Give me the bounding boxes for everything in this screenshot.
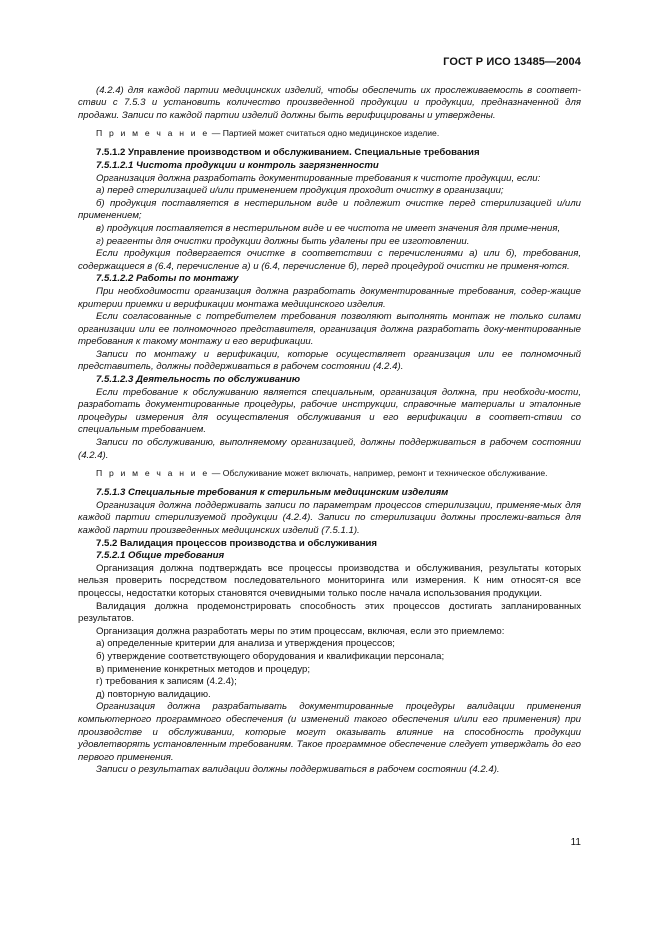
body-paragraph: При необходимости организация должна разработать документированные требования, содер-жащие критерии приемки и верификации монтажа медицинского изделия.: [78, 285, 581, 310]
body-paragraph: Организация должна разработать документированные требования к чистоте продукции, если:: [96, 172, 541, 184]
body-paragraph: б) продукция поставляется в нестерильном виде и подлежит очистке перед стерилизацией и/или применением;: [78, 197, 581, 222]
subsection-heading: 7.5.2.1 Общие требования: [96, 550, 225, 562]
section-heading: 7.5.2 Валидация процессов производства и обслуживания: [96, 537, 377, 549]
body-paragraph: в) применение конкретных методов и процедур;: [96, 663, 311, 675]
page-number: 11: [570, 837, 581, 848]
body-paragraph: г) требования к записям (4.2.4);: [96, 676, 237, 688]
body-paragraph: Если продукция подвергается очистке в соответствии с перечислениями а) или б), требования, содержащиеся в (6.4, перечисление а) и (6.4, перечисление б), перед процедурой очистки не применя-ются.: [78, 248, 581, 272]
subsection-heading: 7.5.1.2.1 Чистота продукции и контроль загрязненности: [96, 159, 379, 171]
subsection-heading: 7.5.1.2.3 Деятельность по обслуживанию: [96, 374, 301, 386]
note-text: — Обслуживание может включать, например, ремонт и техническое обслуживание.: [209, 468, 548, 479]
body-paragraph: а) перед стерилизацией и/или применением продукция проходит очистку в организации;: [96, 185, 504, 197]
note-label: П р и м е ч а н и е: [96, 128, 210, 139]
body-paragraph: Организация должна разработать меры по этим процессам, включая, если это приемлемо:: [96, 625, 505, 637]
body-paragraph: г) реагенты для очистки продукции должны быть удалены при ее изготовлении.: [96, 235, 470, 247]
body-paragraph: д) повторную валидацию.: [96, 688, 211, 700]
note-text: — Партией может считаться одно медицинское изделие.: [209, 128, 440, 139]
body-paragraph: Организация должна разрабатывать документированные процедуры валидации применения компьютерного программного обеспечения (и изменений такого обеспечения и/или его применения) при производстве и обслуживании, которые могут оказывать влияние на способность продукции удовлетворять установленным требованиям. Такое программное обеспечение следует утверждать до его первого применения.: [78, 701, 581, 763]
body-paragraph: Записи по монтажу и верификации, которые осуществляет организация или ее полномочный представитель, должны поддерживаться в рабочем состоянии (4.2.4).: [78, 348, 581, 373]
note-label: П р и м е ч а н и е: [96, 468, 210, 479]
body-paragraph: Организация должна поддерживать записи по параметрам процессов стерилизации, применяе-мых для каждой партии стерилизуемой продукции (4.2.4). Записи по стерилизации должны прослежи-ваться для каждой партии произведенных медицинских изделий (7.5.1.1).: [78, 499, 581, 536]
document-code-header: ГОСТ Р ИСО 13485—2004: [443, 56, 581, 68]
section-heading: 7.5.1.2 Управление производством и обслуживанием. Специальные требования: [96, 147, 480, 159]
document-body: [78, 85, 581, 777]
body-paragraph: Если согласованные с потребителем требования позволяют выполнять монтаж не только силами организации или ее полномочного представителя, организация должна разработать доку-ментированные требования к такому монтажу и его верификации.: [78, 311, 581, 348]
body-paragraph: а) определенные критерии для анализа и утверждения процессов;: [96, 638, 395, 650]
body-paragraph: (4.2.4) для каждой партии медицинских изделий, чтобы обеспечить их прослеживаемость в соответ-ствии с 7.5.3 и установить количество произведенной продукции и продукции, предназначенной для продажи. Записи по каждой партии изделий должны быть верифицированы и утверждены.: [78, 84, 581, 121]
note-paragraph: [78, 468, 581, 479]
body-paragraph: Организация должна подтверждать все процессы производства и обслуживания, результаты которых нельзя проверить посредством последовательного мониторинга или измерения. К ним относят-ся все процессы, недостатки которых становятся очевидными только после начала использования продукции.: [78, 562, 581, 599]
note-paragraph: [78, 128, 581, 139]
subsection-heading: 7.5.1.2.2 Работы по монтажу: [96, 273, 239, 285]
body-paragraph: Валидация должна продемонстрировать способность этих процессов достигать запланированных результатов.: [78, 600, 581, 625]
body-paragraph: Записи о результатах валидации должны поддерживаться в рабочем состоянии (4.2.4).: [96, 764, 500, 776]
body-paragraph: Записи по обслуживанию, выполняемому организацией, должны поддерживаться в рабочем состоянии (4.2.4).: [78, 437, 581, 461]
body-paragraph: в) продукция поставляется в нестерильном виде и ее чистота не имеет значения для приме-нения,: [96, 222, 561, 234]
body-paragraph: б) утверждение соответствующего оборудования и квалификации персонала;: [96, 650, 445, 662]
body-paragraph: Если требование к обслуживанию является специальным, организация должна, при необходи-мости, разработать документированные процедуры, рабочие инструкции, справочные материалы и эталонные процедуры измерения для осуществления обслуживания и его верификации в соответ-ствии со специальным требованием.: [78, 386, 581, 436]
subsection-heading: 7.5.1.3 Специальные требования к стерильным медицинским изделиям: [96, 487, 449, 499]
